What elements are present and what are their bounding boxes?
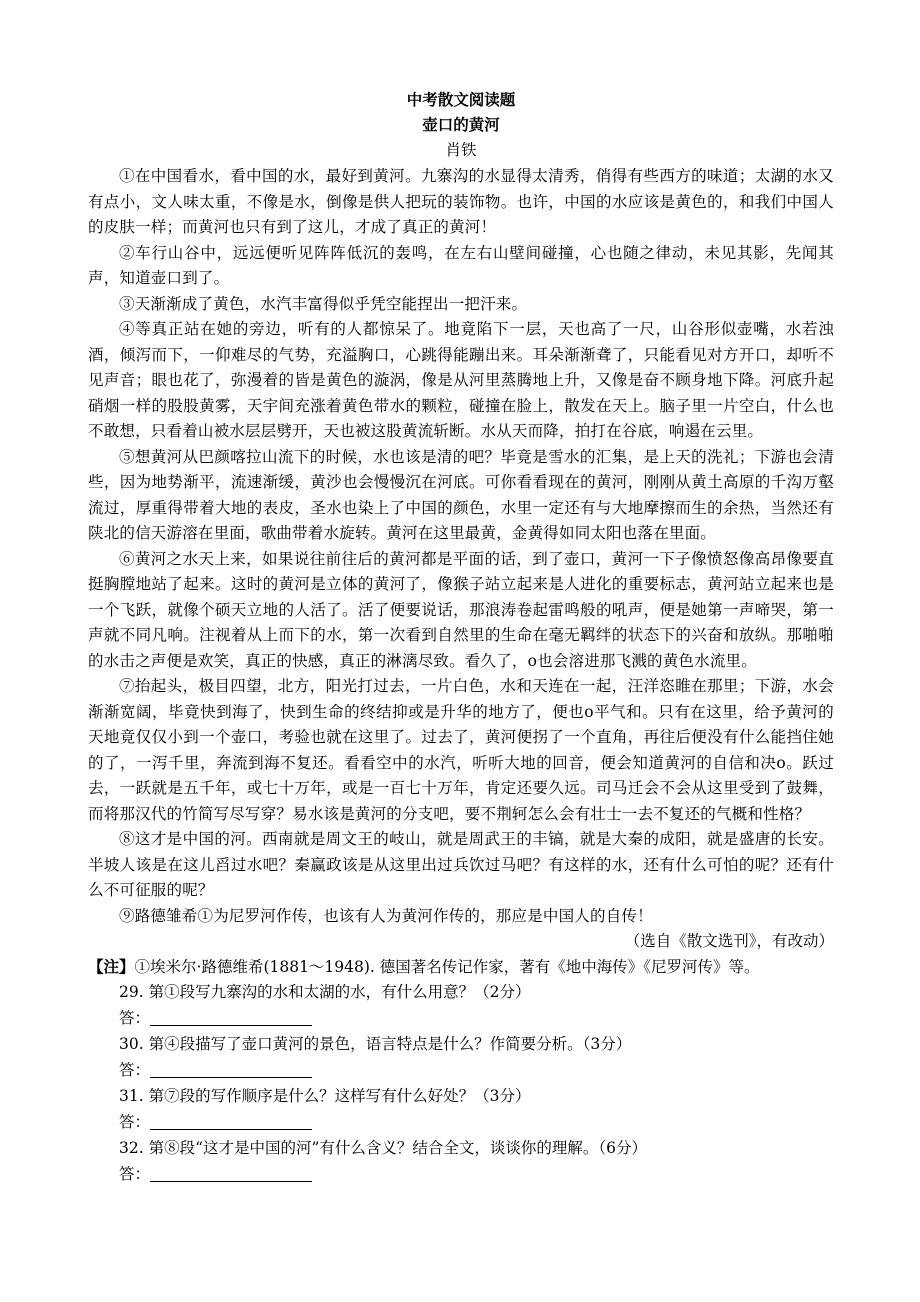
question-text: 30. 第④段描写了壶口黄河的景色，语言特点是什么？作简要分析。（3分） [119,1035,632,1053]
question-30 [88,1032,834,1084]
question-32 [88,1136,834,1188]
question-text: 29. 第①段写九寨沟的水和太湖的水，有什么用意？（2分） [119,983,531,1001]
answer-label: 答： [119,1113,151,1131]
paragraph-4: ④等真正站在她的旁边，听有的人都惊呆了。地竟陷下一层，天也高了一尺，山谷形似壶嘴，水若浊酒，倾泻而下，一仰难尽的气势，充溢胸口，心跳得能蹦出来。耳朵渐渐聋了，只能看见对方开口，却听不见声音；眼也花了，弥漫着的皆是黄色的漩涡，像是从河里蒸腾地上升，又像是奋不顾身地下降。河底升起硝烟一样的股股黄雾，天宇间充涨着黄色带水的颗粒，碰撞在脸上，散发在天上。脑子里一片空白，什么也不敢想，只看着山被水层层劈开，天也被这股黄流斩断。水从天而降，拍打在谷底，响遏在云里。 [88,320,834,440]
paragraph-5: ⑤想黄河从巴颜喀拉山流下的时候，水也该是清的吧？毕竟是雪水的汇集，是上天的洗礼；下游也会清些，因为地势渐平，流速渐缓，黄沙也会慢慢沉在河底。可你看看现在的黄河，刚刚从黄土高原的千沟万壑流过，厚重得带着大地的表皮，圣水也染上了中国的颜色，水里一定还有与大地摩擦而生的余热，当然还有陕北的信天游溶在里面，歌曲带着水旋转。黄河在这里最黄，金黄得如同太阳也落在里面。 [88,447,834,542]
answer-line[interactable] [150,1009,312,1026]
article-author: 肖铁 [445,141,477,159]
answer-area[interactable] [88,1057,834,1084]
footnote-text: ①埃米尔·路德维希(1881～1948). 德国著名传记作家，著有《地中海传》《尼罗河传》等。 [134,958,760,976]
answer-line[interactable] [150,1113,312,1130]
footnote [88,954,834,980]
document-title: 中考散文阅读题 [406,90,516,109]
answer-area[interactable] [88,1109,834,1136]
answer-label: 答： [119,1165,151,1183]
paragraph-1: ①在中国看水，看中国的水，最好到黄河。九寨沟的水显得太清秀，俏得有些西方的味道；太湖的水又有点小，文人味太重，不像是水，倒像是供人把玩的装饰物。也许，中国的水应该是黄色的，和我们中国人的皮肤一样；而黄河也只有到了这儿，才成了真正的黄河！ [88,167,834,236]
paragraph-7: ⑦抬起头，极目四望，北方，阳光打过去，一片白色，水和天连在一起，汪洋恣睢在那里；下游，水会渐渐宽阔，毕竟快到海了，快到生命的终结抑或是升华的地方了，便也o平气和。只有在这里，给予黄河的天地竟仅仅小到一个壶口，考验也就在这里了。过去了，黄河便拐了一个直角，再往后便没有什么能挡住她的了，一泻千里，奔流到海不复还。看看空中的水汽，听听大地的回音，便会知道黄河的自信和决o。跃过去，一跃就是五千年，或七十万年，或是一百七十万年，肯定还要久远。司马迁会不会从这里受到了鼓舞，而将那汉代的竹简写尽写穿？易水该是黄河的分支吧，要不荆轲怎么会有壮士一去不复还的气概和性格？ [88,677,834,823]
answer-area[interactable] [88,1161,834,1188]
answer-line[interactable] [150,1165,312,1182]
question-31 [88,1084,834,1136]
answer-area[interactable] [88,1005,834,1032]
article-title: 壶口的黄河 [422,115,500,134]
paragraph-2: ②车行山谷中，远远便听见阵阵低沉的轰鸣，在左右山壁间碰撞，心也随之律动，未见其影，先闻其声，知道壶口到了。 [88,243,834,287]
paragraph-8: ⑧这才是中国的河。西南就是周文王的岐山，就是周武王的丰镐，就是大秦的成阳，就是盛唐的长安。半坡人该是在这儿舀过水吧？秦赢政该是从这里出过兵饮过马吧？有这样的水，还有什么可怕的呢？还有什么不可征服的呢？ [88,830,834,899]
paragraph-3: ③天渐渐成了黄色，水汽丰富得似乎凭空能捏出一把汗来。 [119,294,528,313]
answer-line[interactable] [150,1061,312,1078]
question-text: 31. 第⑦段的写作顺序是什么？这样写有什么好处？（3分） [119,1087,531,1105]
question-text: 32. 第⑧段“这才是中国的河”有什么含义？结合全文，谈谈你的理解。（6分） [119,1139,648,1157]
answer-label: 答： [119,1061,151,1079]
document-page [88,88,834,1188]
source-citation: （选自《散文选刊》，有改动） [624,932,834,950]
question-29 [88,980,834,1032]
footnote-tag: 【注】 [88,957,135,976]
answer-label: 答： [119,1009,151,1027]
paragraph-9: ⑨路德雏希①为尼罗河作传，也该有人为黄河作传的，那应是中国人的自传！ [119,906,653,925]
paragraph-6: ⑥黄河之水天上来，如果说往前往后的黄河都是平面的话，到了壶口，黄河一下子像愤怒像高昂像要直挺胸膛地站了起来。这时的黄河是立体的黄河了，像猴子站立起来是人进化的重要标志，黄河站立起来也是一个飞跃，就像个硕天立地的人活了。活了便要说话，那浪涛卷起雷鸣般的吼声，便是她第一声啼哭，第一声就不同凡响。注视着从上而下的水，第一次看到自然里的生命在毫无羁绊的状态下的兴奋和放纵。那啪啪的水击之声便是欢笑，真正的快感，真正的淋漓尽致。看久了，o也会溶进那飞溅的黄色水流里。 [88,549,834,670]
